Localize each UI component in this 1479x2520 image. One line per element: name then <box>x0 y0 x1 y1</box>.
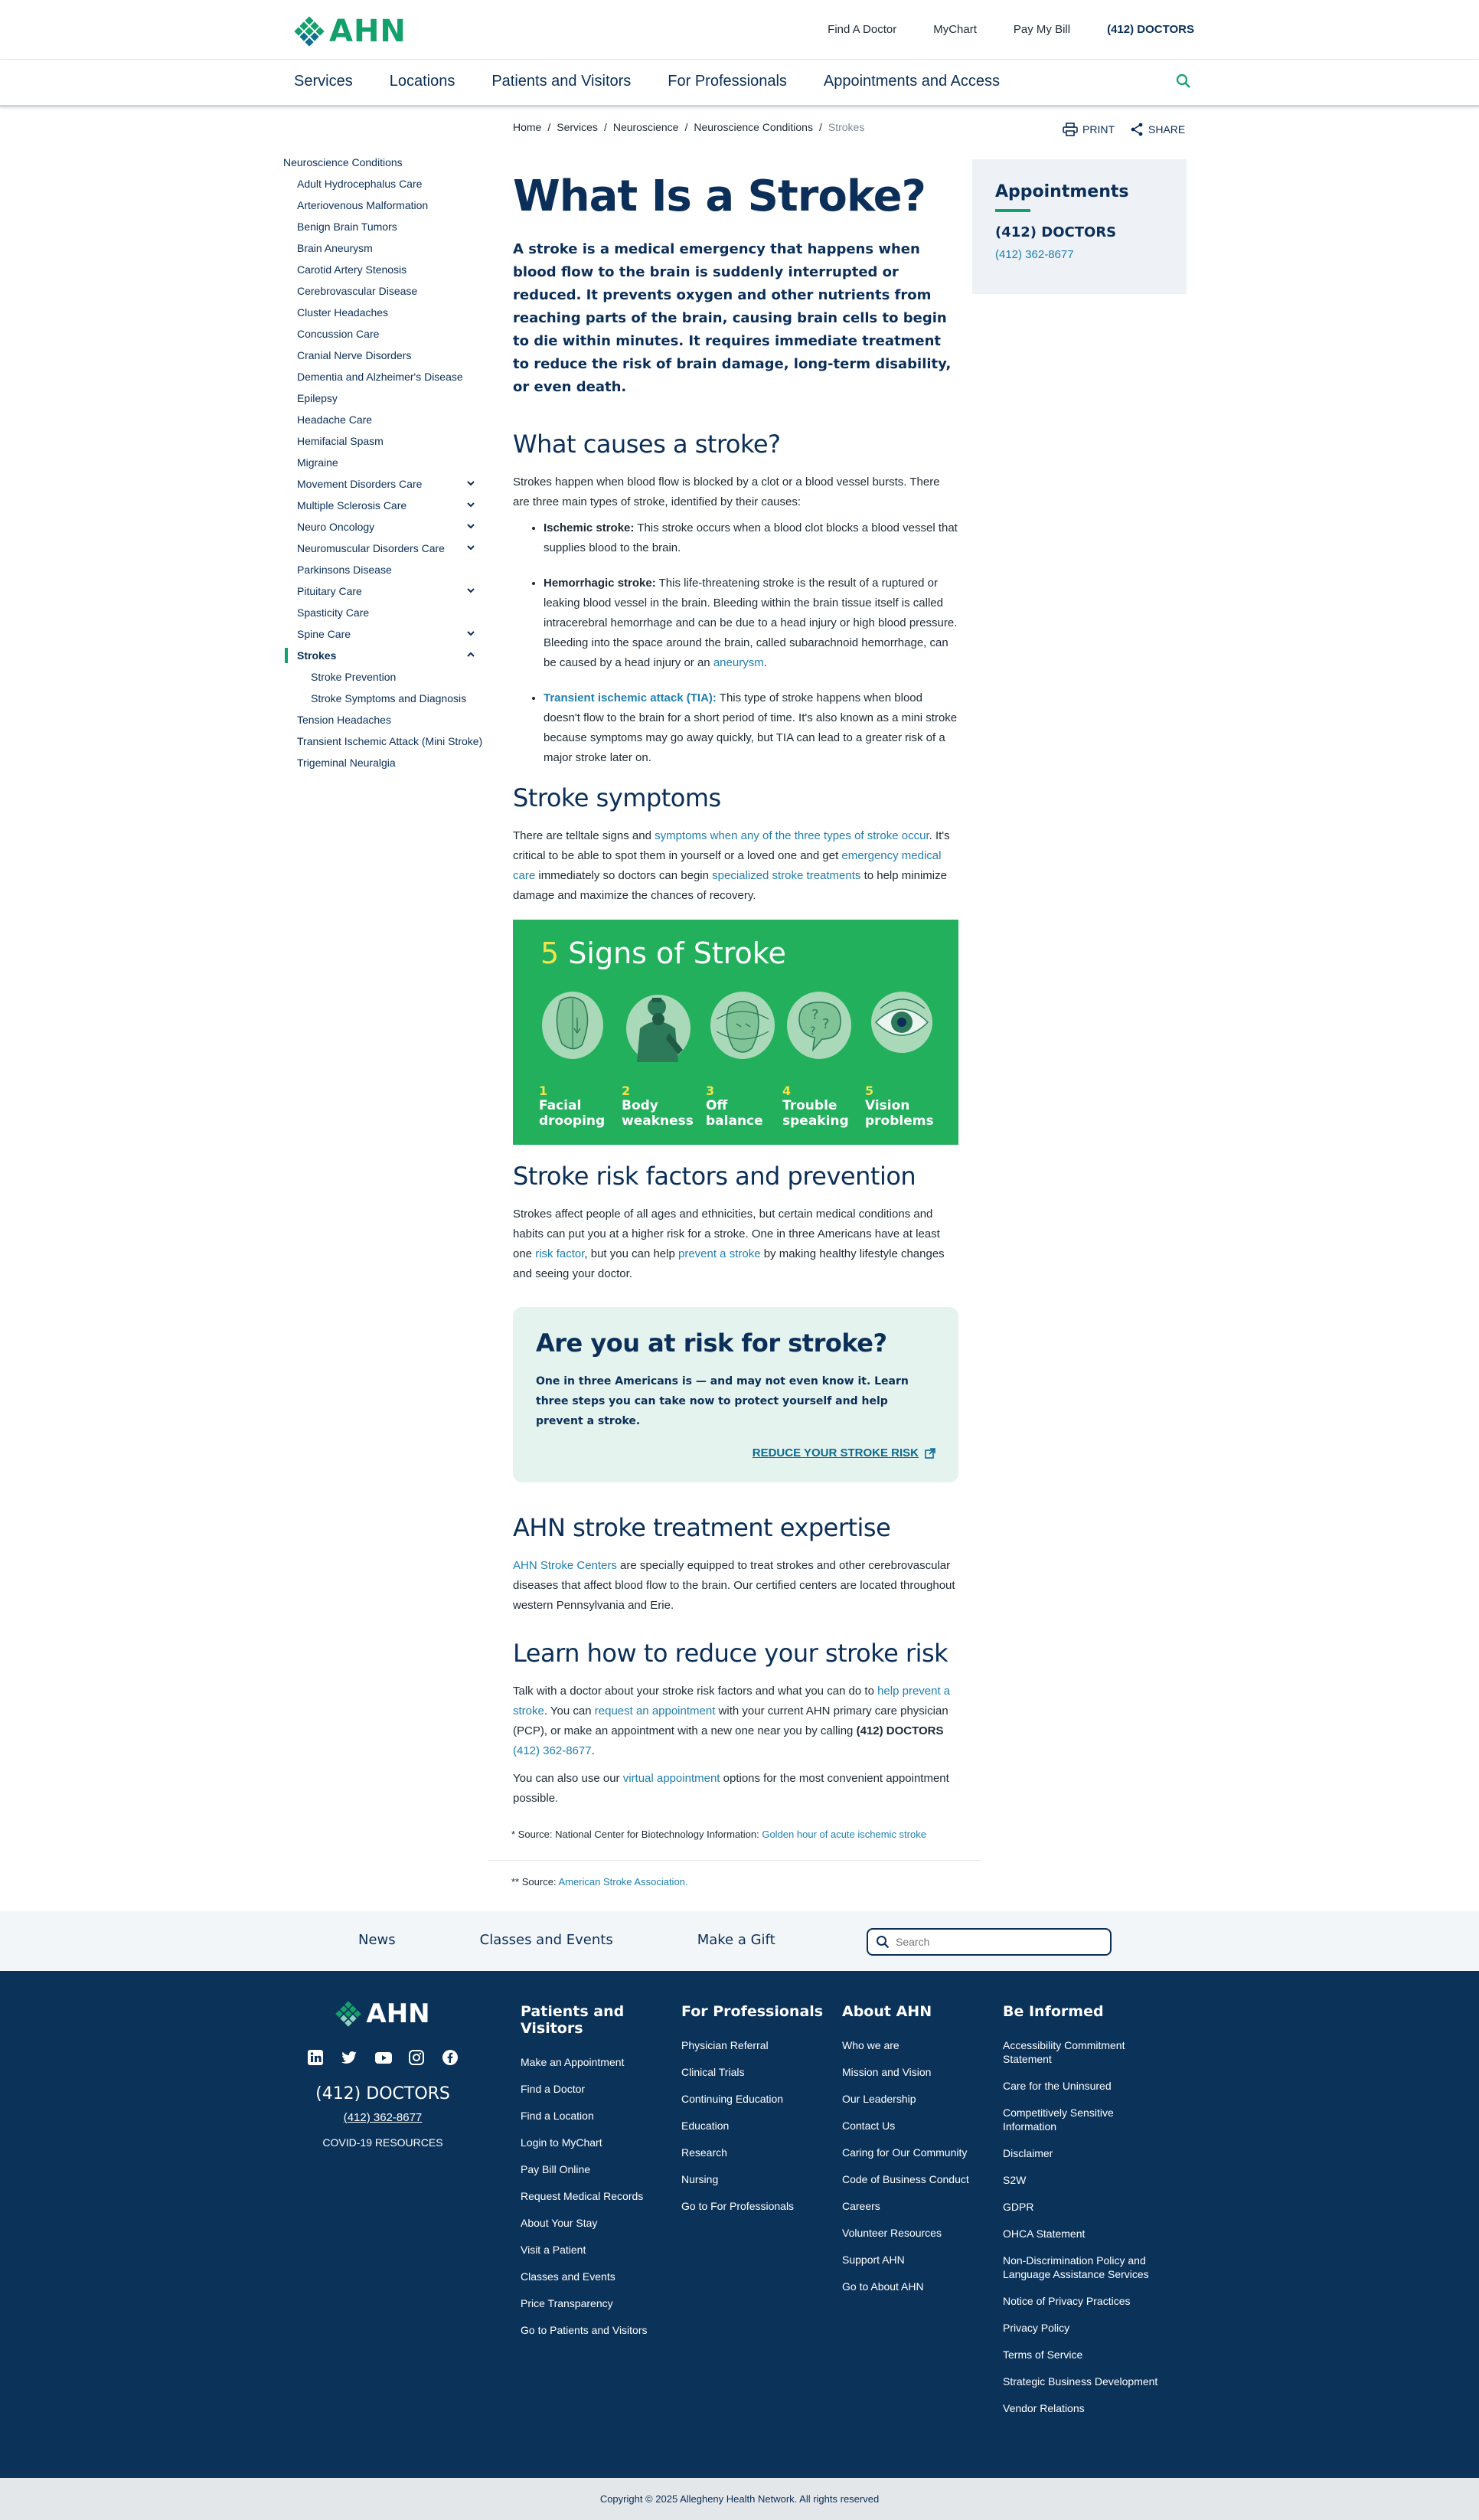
main-content <box>513 121 958 1809</box>
main-nav <box>0 60 1479 107</box>
footer-col-patients <box>521 2003 681 2350</box>
sidebar-item[interactable] <box>283 178 484 190</box>
sign-vision-problems <box>865 989 942 1129</box>
footer-link[interactable]: Nursing <box>681 2173 719 2185</box>
footer-link[interactable]: Non-Discrimination Policy and Language Assistance Services <box>1003 2254 1149 2280</box>
instagram-icon[interactable] <box>408 2049 425 2066</box>
footer-phone-word: (412) DOCTORS <box>315 2084 450 2103</box>
hemorrhagic-text: This life-threatening stroke is the result of a ruptured or leaking blood vessel in the brain. Bleeding within the brain tissue itself is called intracerebral hemorrhage and can be due to a head injury or high blood pressure. Bleeding into the space around the brain, called subarachnoid hemorrhage, can be caused by a head injury or an <box>544 577 958 669</box>
ischemic-text: This stroke occurs when a blood clot blocks a blood vessel that supplies blood to the brain. <box>544 521 958 554</box>
classes-events-link[interactable]: Classes and Events <box>479 1932 613 1948</box>
ahn-diamond-icon <box>335 2001 361 2027</box>
sidebar-item-label: Strokes <box>297 649 337 662</box>
sidebar-item[interactable] <box>283 349 484 361</box>
sidebar-item-label: Cluster Headaches <box>297 306 389 319</box>
footer-column-title: For Professionals <box>681 2003 824 2020</box>
appointments-phone-word: (412) DOCTORS <box>995 224 1117 240</box>
footer-link[interactable]: Pay Bill Online <box>521 2163 591 2175</box>
search-icon[interactable] <box>1176 74 1191 93</box>
top-bar <box>0 0 1479 60</box>
asa-source-link[interactable]: American Stroke Association. <box>558 1876 688 1888</box>
footer-link[interactable]: Find a Location <box>521 2110 594 2122</box>
footer-link[interactable]: Terms of Service <box>1003 2348 1083 2361</box>
text-span: are specially equipped to treat strokes and other cerebrovascular diseases that affect blood flow to the brain. Our certified centers are located throughout western Pennsylvania and Erie. <box>513 1559 955 1612</box>
symptoms-text <box>513 826 958 906</box>
divider <box>488 1860 981 1861</box>
facebook-icon[interactable] <box>442 2049 459 2066</box>
sidebar-item[interactable] <box>283 606 484 619</box>
prevent-stroke-link[interactable]: prevent a stroke <box>677 1247 761 1260</box>
footer-col-about <box>842 2003 1003 2306</box>
breadcrumb-home[interactable]: Home <box>513 121 542 133</box>
footnote-2 <box>488 1876 981 1888</box>
footer-link[interactable]: Careers <box>842 2200 880 2212</box>
tia-link[interactable]: Transient ischemic attack (TIA): <box>544 691 717 704</box>
sign-facial-drooping <box>539 989 615 1129</box>
footer-link[interactable]: Competitively Sensitive Information <box>1003 2107 1114 2133</box>
list-item <box>544 688 958 768</box>
sidebar-subitem-stroke-symptoms[interactable]: Stroke Symptoms and Diagnosis <box>311 692 467 704</box>
sign-label: Vision problems <box>865 1098 934 1129</box>
footer-column-title: About AHN <box>842 2003 932 2020</box>
footer-link[interactable]: Accessibility Commitment Statement <box>1003 2039 1125 2065</box>
list-item <box>544 518 958 558</box>
risk-callout-text: One in three Americans is — and may not even know it. Learn three steps you can take now to protect yourself and help prevent a stroke. <box>536 1375 909 1427</box>
footer-link[interactable]: About Your Stay <box>521 2217 598 2229</box>
sign-label: Trouble speaking <box>782 1098 849 1129</box>
footer-link[interactable]: Caring for Our Community <box>842 2146 968 2159</box>
text-span: Talk with a doctor about your stroke risk factors and what you can do to <box>513 1685 878 1698</box>
signs-number: 5 <box>540 936 560 970</box>
footer-link[interactable]: Visit a Patient <box>521 2244 586 2256</box>
page-tools <box>1063 123 1185 136</box>
footer-logo-text: AHN <box>366 1999 430 2029</box>
text-span: , but you can help <box>584 1247 678 1260</box>
sidebar-item[interactable] <box>283 564 484 576</box>
expertise-heading: AHN stroke treatment expertise <box>513 1513 891 1542</box>
sidebar-item[interactable] <box>283 628 484 640</box>
sidebar-item[interactable] <box>283 242 484 254</box>
svg-text:?: ? <box>811 1007 819 1023</box>
signs-title-text: Signs of Stroke <box>568 936 786 970</box>
make-a-gift-link[interactable]: Make a Gift <box>697 1932 775 1948</box>
sign-number: 1 <box>539 1084 548 1098</box>
print-label: PRINT <box>1082 123 1115 136</box>
footer-link[interactable]: Clinical Trials <box>681 2066 745 2078</box>
help-prevent-stroke-link[interactable]: help prevent a stroke <box>513 1685 951 1718</box>
appointments-card <box>972 159 1187 294</box>
stroke-types-list <box>513 518 958 768</box>
external-link-icon <box>925 1448 935 1459</box>
phone-number-link[interactable]: (412) 362-8677 <box>513 1744 592 1757</box>
ahn-logo[interactable] <box>294 14 406 49</box>
sign-body-weakness <box>622 989 698 1129</box>
learn-text <box>513 1682 958 1761</box>
footer-column-title: Be Informed <box>1003 2003 1104 2020</box>
learn-heading: Learn how to reduce your stroke risk <box>513 1639 948 1668</box>
list-item: • Hemorrhagic stroke: This life-threatening stroke is the result of a ruptured or leaking blood vessel in the brain. Bleeding within the brain tissue itself is called intracerebral hemorrhage and can be due to a head injury or high blood pressure. Bleeding into the space around the brain, called subarachnoid hemorrhage, can be caused by a head injury or an aneurysm. <box>544 574 958 673</box>
footer-link[interactable]: Vendor Relations <box>1003 2402 1085 2414</box>
risk-callout-title: Are you at risk for stroke? <box>536 1329 887 1358</box>
sidebar-subitem-stroke-prevention[interactable]: Stroke Prevention <box>311 671 397 683</box>
nav-for-professionals[interactable]: For Professionals <box>668 73 787 90</box>
causes-text: Strokes happen when blood flow is blocked by a clot or a blood vessel bursts. There are three main types of stroke, identified by their causes: <box>513 476 940 508</box>
pay-my-bill-link[interactable]: Pay My Bill <box>1013 23 1071 36</box>
footer-link[interactable]: Physician Referral <box>681 2039 769 2051</box>
sidebar-item-label: Tension Headaches <box>297 714 391 726</box>
subfooter-links <box>358 1932 860 1948</box>
virtual-appointment-link[interactable]: virtual appointment <box>622 1772 720 1785</box>
footer-link[interactable]: Care for the Uninsured <box>1003 2080 1112 2092</box>
sidebar-item[interactable] <box>283 328 484 340</box>
sidebar-item-label: Headache Care <box>297 413 373 426</box>
reduce-stroke-risk-link[interactable] <box>536 1446 935 1459</box>
sidebar-item-label: Adult Hydrocephalus Care <box>297 178 423 190</box>
sidebar-item[interactable] <box>283 263 484 276</box>
footer-logo[interactable] <box>306 1999 459 2029</box>
emergency-care-link[interactable]: emergency medical care <box>513 849 942 882</box>
chevron-down-icon[interactable] <box>465 585 476 596</box>
twitter-icon[interactable] <box>341 2049 358 2066</box>
footnote-1 <box>488 1829 981 1840</box>
sidebar-item-label: Brain Aneurysm <box>297 242 373 254</box>
youtube-icon[interactable] <box>374 2049 391 2066</box>
eye-icon <box>865 989 939 1073</box>
causes-heading: What causes a stroke? <box>513 430 781 459</box>
stroke-centers-link[interactable]: AHN Stroke Centers <box>513 1559 617 1572</box>
printer-icon <box>1063 123 1078 136</box>
breadcrumb-services[interactable]: Services <box>557 121 598 133</box>
sign-label: Off balance <box>706 1098 763 1129</box>
sidebar-item[interactable] <box>283 199 484 211</box>
footer-link[interactable]: Contact Us <box>842 2120 896 2132</box>
footer-link[interactable]: Price Transparency <box>521 2297 613 2309</box>
text-span: * Source: National Center for Biotechnology Information: <box>511 1829 762 1840</box>
nav-services[interactable]: Services <box>294 73 353 90</box>
subfooter <box>0 1911 1479 1971</box>
sign-off-balance <box>706 989 782 1129</box>
sidebar-item-tension-headaches[interactable] <box>283 714 484 726</box>
risk-callout-box <box>513 1307 958 1482</box>
sidebar-item-label: Trigeminal Neuralgia <box>297 757 396 769</box>
risk-text <box>513 1204 958 1284</box>
footer-link[interactable]: Mission and Vision <box>842 2066 932 2078</box>
symptoms-heading: Stroke symptoms <box>513 783 721 812</box>
footer-link[interactable]: GDPR <box>1003 2201 1034 2213</box>
chevron-down-icon[interactable] <box>465 478 476 489</box>
five-signs-graphic <box>513 920 958 1145</box>
sidebar-item[interactable] <box>283 521 484 533</box>
sidebar-item-label: Neuro Oncology <box>297 521 375 533</box>
sidebar-item-label: Hemifacial Spasm <box>297 435 384 447</box>
sidebar-item[interactable] <box>283 371 484 383</box>
sidebar-item-label: Cerebrovascular Disease <box>297 285 418 297</box>
stroke-treatments-link[interactable]: specialized stroke treatments <box>712 869 861 882</box>
sidebar-item[interactable] <box>283 221 484 233</box>
sidebar-item-label: Cranial Nerve Disorders <box>297 349 412 361</box>
text-span: . <box>591 1744 595 1757</box>
footer-link[interactable]: Who we are <box>842 2039 899 2051</box>
signs-title <box>540 936 786 970</box>
face-icon <box>539 989 612 1073</box>
sidebar-item-label: Multiple Sclerosis Care <box>297 499 407 512</box>
footer-link[interactable]: Request Medical Records <box>521 2190 644 2202</box>
sidebar-item-trigeminal-neuralgia[interactable] <box>283 757 484 769</box>
chevron-down-icon[interactable] <box>465 499 476 510</box>
footer-col-professionals <box>681 2003 842 2226</box>
footer-link[interactable]: Support AHN <box>842 2254 905 2266</box>
body-weakness-icon <box>622 989 695 1073</box>
nav-locations[interactable]: Locations <box>389 73 455 90</box>
text-span: immediately so doctors can begin <box>535 869 713 882</box>
footer-search-box <box>867 1928 1112 1956</box>
hemorrhagic-term: Hemorrhagic stroke: <box>544 577 656 590</box>
footer-link[interactable]: Education <box>681 2120 730 2132</box>
sidebar-item-label: Spine Care <box>297 628 351 640</box>
text-span: to help minimize damage and maximize the chances of recovery. <box>513 869 947 902</box>
sidebar-item-label: Pituitary Care <box>297 585 362 597</box>
sign-number: 4 <box>782 1084 792 1098</box>
sidebar-item[interactable] <box>283 456 484 469</box>
footer-link[interactable]: Go to About AHN <box>842 2280 924 2293</box>
footer-link[interactable]: Classes and Events <box>521 2270 615 2283</box>
text-span: There are telltale signs and <box>513 829 655 842</box>
sidebar-item-tia[interactable] <box>283 735 484 747</box>
footer-link[interactable]: Go to For Professionals <box>681 2200 795 2212</box>
sign-number: 3 <box>706 1084 715 1098</box>
breadcrumb-neuroscience-conditions[interactable]: Neuroscience Conditions <box>694 121 813 133</box>
footer-link[interactable]: Volunteer Resources <box>842 2227 942 2239</box>
text-span: options for the most convenient appointment possible. <box>513 1772 949 1805</box>
footer-link[interactable]: Disclaimer <box>1003 2147 1053 2159</box>
footer-column-title: Patients and Visitors <box>521 2003 625 2037</box>
expertise-text <box>513 1556 958 1616</box>
breadcrumb-separator: / <box>603 121 607 133</box>
phone-word: (412) DOCTORS <box>856 1724 944 1737</box>
footer-link[interactable]: Code of Business Conduct <box>842 2173 969 2185</box>
sidebar-item-label: Spasticity Care <box>297 606 370 619</box>
site-footer <box>0 1971 1479 2478</box>
news-link[interactable]: News <box>358 1932 396 1948</box>
page-title: What Is a Stroke? <box>513 172 926 221</box>
mychart-link[interactable]: MyChart <box>933 23 977 36</box>
sidebar-item[interactable] <box>283 392 484 404</box>
ischemic-term: Ischemic stroke: <box>544 521 635 534</box>
sidebar-item-label: Neuromuscular Disorders Care <box>297 542 445 554</box>
sidebar-item-label: Movement Disorders Care <box>297 478 423 490</box>
footer-link[interactable]: Make an Appointment <box>521 2056 625 2068</box>
appointments-phone-link[interactable]: (412) 362-8677 <box>995 248 1074 261</box>
request-appointment-link[interactable]: request an appointment <box>594 1705 716 1718</box>
sidebar-item[interactable] <box>283 585 484 597</box>
sidebar-item-label: Transient Ischemic Attack (Mini Stroke) <box>297 735 483 747</box>
sign-number: 2 <box>622 1084 631 1098</box>
dizziness-icon <box>706 989 779 1073</box>
ncbi-source-link[interactable]: Golden hour of acute ischemic stroke <box>762 1829 926 1840</box>
nav-appointments-access[interactable]: Appointments and Access <box>823 73 1001 90</box>
footnotes <box>488 1829 981 1888</box>
cta-label: REDUCE YOUR STROKE RISK <box>752 1446 919 1459</box>
sign-trouble-speaking <box>782 989 859 1129</box>
sidebar-item-label: Dementia and Alzheimer's Disease <box>297 371 463 383</box>
sign-label: Facial drooping <box>539 1098 606 1129</box>
breadcrumb-separator: / <box>818 121 822 133</box>
utility-phone-link[interactable]: (412) DOCTORS <box>1107 23 1194 36</box>
sidebar-title[interactable]: Neuroscience Conditions <box>283 156 403 168</box>
footer-link[interactable]: S2W <box>1003 2174 1027 2186</box>
footer-link[interactable]: Research <box>681 2146 727 2159</box>
accent-bar <box>995 209 1030 212</box>
text-span: . You can <box>544 1705 595 1718</box>
chevron-down-icon[interactable] <box>465 542 476 553</box>
footer-link[interactable]: Go to Patients and Visitors <box>521 2324 648 2336</box>
sidebar-item-label: Parkinsons Disease <box>297 564 392 576</box>
breadcrumb-separator: / <box>547 121 551 133</box>
linkedin-icon[interactable] <box>307 2049 324 2066</box>
logo-text: AHN <box>329 14 406 49</box>
text-span: You can also use our <box>513 1772 623 1785</box>
sidebar-item-label: Migraine <box>297 456 338 469</box>
search-icon[interactable] <box>876 1935 890 1949</box>
breadcrumb-current: Strokes <box>828 121 865 133</box>
symptoms-link[interactable]: symptoms when any of the three types of stroke occur <box>655 829 929 842</box>
sidebar-item-strokes[interactable] <box>283 649 484 662</box>
sidebar-item[interactable] <box>283 478 484 490</box>
breadcrumb-neuroscience[interactable]: Neuroscience <box>612 121 679 133</box>
chevron-down-icon[interactable] <box>465 628 476 639</box>
text-span: . It's critical to be able to spot them in yourself or a loved one and get <box>513 829 950 862</box>
chevron-down-icon[interactable] <box>465 521 476 531</box>
ahn-diamond-icon <box>294 16 325 47</box>
social-links <box>306 2049 459 2066</box>
footer-link[interactable]: Find a Doctor <box>521 2083 586 2095</box>
text-span: by making healthy lifestyle changes and seeing your doctor. <box>513 1247 945 1280</box>
footer-phone-link[interactable]: (412) 362-8677 <box>343 2111 423 2124</box>
find-a-doctor-link[interactable]: Find A Doctor <box>828 23 897 36</box>
risk-factor-link[interactable]: risk factor <box>535 1247 585 1260</box>
sidebar-item-label: Concussion Care <box>297 328 380 340</box>
sign-label: Body weakness <box>622 1098 694 1129</box>
footer-link[interactable]: Notice of Privacy Practices <box>1003 2295 1131 2307</box>
utility-nav <box>828 23 1194 36</box>
footer-search-input[interactable] <box>896 1936 1095 1948</box>
copyright: Copyright © 2025 Allegheny Health Network. All rights reserved <box>0 2478 1479 2520</box>
sidebar-item-label: Epilepsy <box>297 392 338 404</box>
sidebar-item-label: Arteriovenous Malformation <box>297 199 429 211</box>
sign-number: 5 <box>865 1084 874 1098</box>
risk-heading: Stroke risk factors and prevention <box>513 1162 916 1191</box>
aneurysm-link[interactable]: aneurysm <box>713 656 764 669</box>
svg-text:?: ? <box>810 1025 816 1038</box>
virtual-text <box>513 1769 958 1809</box>
sidebar-item-label: Carotid Artery Stenosis <box>297 263 407 276</box>
footer-link[interactable]: Login to MyChart <box>521 2136 602 2149</box>
sidebar-item[interactable] <box>283 306 484 319</box>
nav-patients-visitors[interactable]: Patients and Visitors <box>491 73 632 90</box>
sidebar-item[interactable] <box>283 285 484 297</box>
footer-link[interactable]: Privacy Policy <box>1003 2322 1070 2334</box>
svg-text:?: ? <box>822 1016 830 1032</box>
footer-link[interactable]: Strategic Business Development <box>1003 2375 1158 2388</box>
intro-text: A stroke is a medical emergency that happens when blood flow to the brain is suddenly interrupted or reduced. It prevents oxygen and other nutrients from reaching parts of the brain, causing brain cells to begin to die within minutes. It requires immediate treatment to reduce the risk of brain damage, long-term disability, or even death. <box>513 241 952 395</box>
sidebar-item[interactable] <box>283 499 484 512</box>
sidebar-item[interactable] <box>283 413 484 426</box>
covid-resources-link[interactable]: COVID-19 RESOURCES <box>322 2136 443 2149</box>
footer-brand <box>306 1999 459 2149</box>
speech-bubble-icon <box>782 989 856 1073</box>
footer-link[interactable]: Continuing Education <box>681 2093 784 2105</box>
footer-link[interactable]: OHCA Statement <box>1003 2227 1086 2240</box>
text-span: ** Source: <box>511 1876 559 1888</box>
tia-text: This type of stroke happens when blood doesn't flow to the brain for a short period of time. It's also known as a mini stroke because symptoms may go away quickly, but TIA can lead to a greater risk of a major stroke later on. <box>544 691 958 764</box>
sidebar-item-label: Benign Brain Tumors <box>297 221 397 233</box>
share-label: SHARE <box>1148 123 1186 136</box>
text-span: Strokes affect people of all ages and ethnicities, but certain medical conditions and habits can put you at a higher risk for a stroke. One in three Americans have at least one <box>513 1208 940 1260</box>
sidebar-item[interactable] <box>283 435 484 447</box>
text-span: with your current AHN primary care physician (PCP), or make an appointment with a new one near you by calling <box>513 1705 948 1737</box>
share-icon <box>1130 123 1144 136</box>
sidebar-nav <box>283 156 484 778</box>
sidebar-item[interactable] <box>283 542 484 554</box>
chevron-up-icon[interactable] <box>465 649 476 660</box>
appointments-title: Appointments <box>995 182 1129 201</box>
footer-link[interactable]: Our Leadership <box>842 2093 916 2105</box>
breadcrumb-separator: / <box>684 121 688 133</box>
print-button[interactable] <box>1063 123 1115 136</box>
footer-col-be-informed <box>1003 2003 1164 2428</box>
breadcrumb <box>513 121 958 133</box>
share-button[interactable] <box>1130 123 1185 136</box>
